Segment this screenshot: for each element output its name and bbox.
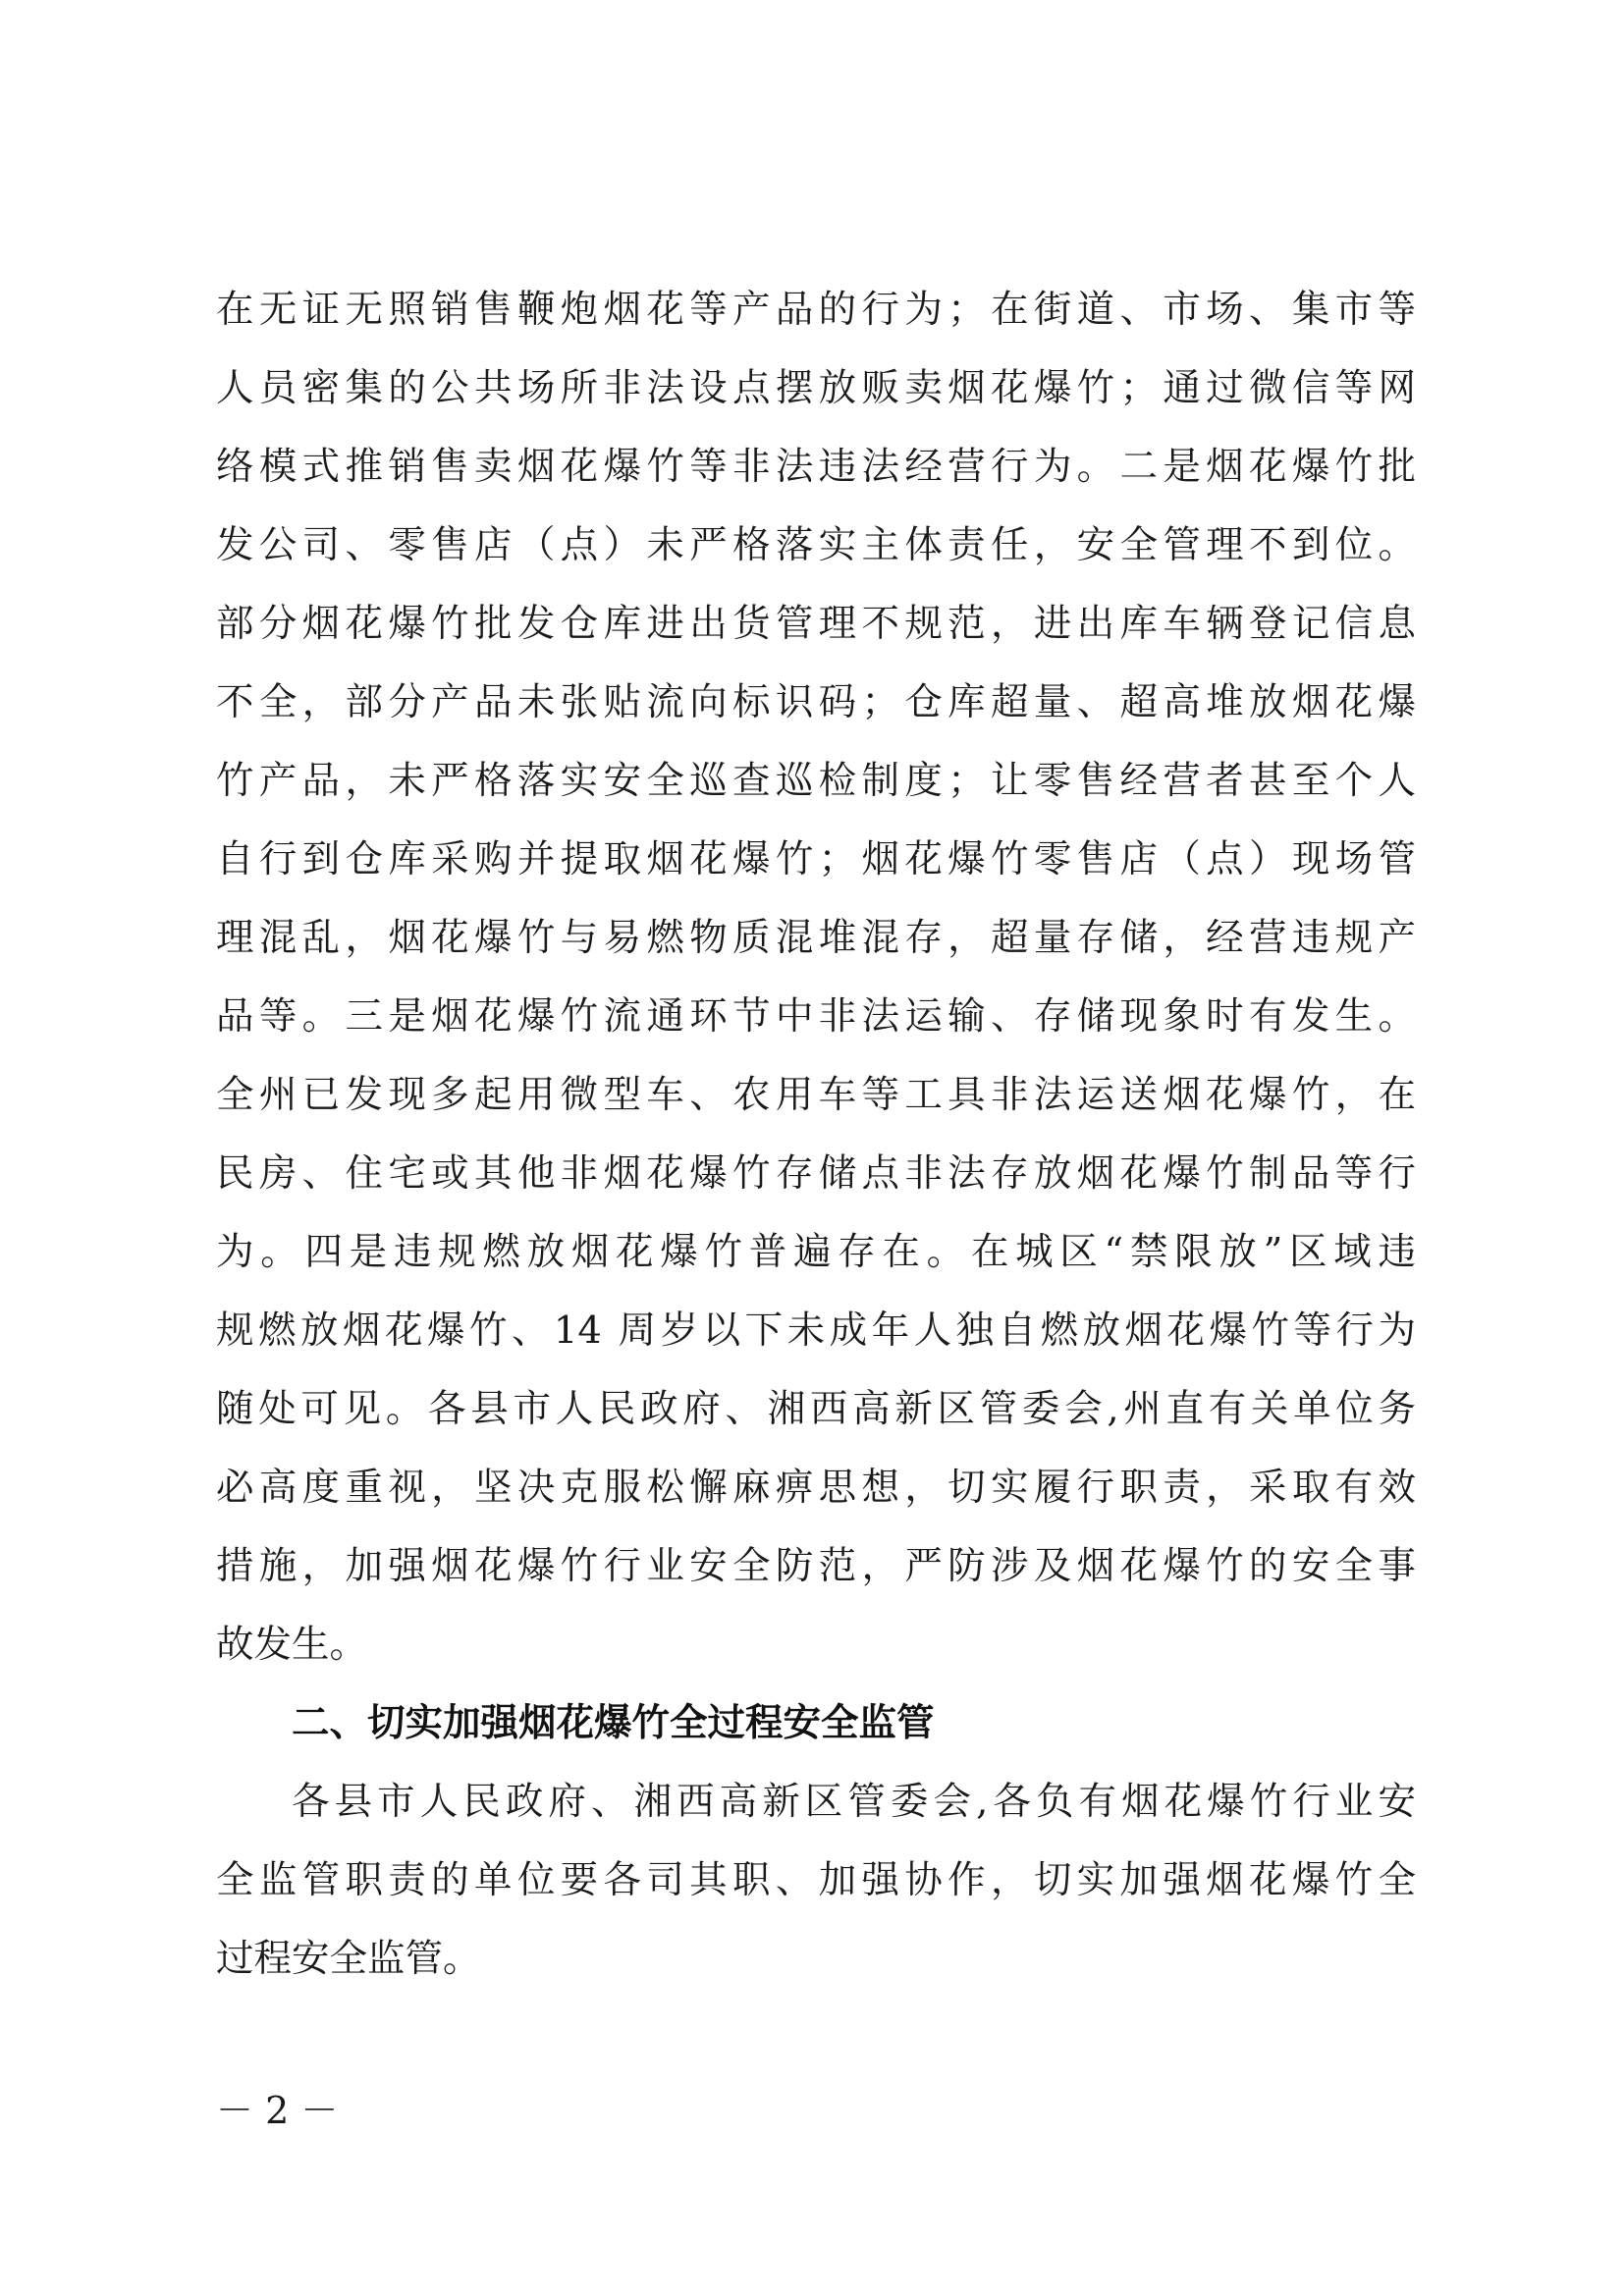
- text-line: 规燃放烟花爆竹、14 周岁以下未成年人独自燃放烟花爆竹等行为: [216, 1308, 1416, 1353]
- text-line: 部分烟花爆竹批发仓库进出货管理不规范，进出库车辆登记信息: [216, 602, 1416, 646]
- text-line: 不全，部分产品未张贴流向标识码；仓库超量、超高堆放烟花爆: [216, 680, 1416, 724]
- document-body: [216, 271, 1416, 1999]
- section-heading: 二、切实加强烟花爆竹全过程安全监管: [292, 1701, 935, 1745]
- text-line: 各县市人民政府、湘西高新区管委会,各负有烟花爆竹行业安: [292, 1780, 1416, 1824]
- text-line: 故发生。: [216, 1623, 368, 1667]
- text-line: 发公司、零售店（点）未严格落实主体责任，安全管理不到位。: [216, 523, 1416, 567]
- text-line: 措施，加强烟花爆竹行业安全防范，严防涉及烟花爆竹的安全事: [216, 1544, 1416, 1588]
- text-line: 自行到仓库采购并提取烟花爆竹；烟花爆竹零售店（点）现场管: [216, 837, 1416, 881]
- paragraph-1: [216, 271, 1416, 1684]
- text-line: 全监管职责的单位要各司其职、加强协作，切实加强烟花爆竹全: [216, 1858, 1416, 1902]
- paragraph-2: [216, 1763, 1416, 1999]
- text-line: 民房、住宅或其他非烟花爆竹存储点非法存放烟花爆竹制品等行: [216, 1151, 1416, 1196]
- text-line: 竹产品，未严格落实安全巡查巡检制度；让零售经营者甚至个人: [216, 759, 1416, 803]
- text-line: 过程安全监管。: [216, 1937, 481, 1981]
- text-line: 络模式推销售卖烟花爆竹等非法违法经营行为。二是烟花爆竹批: [216, 445, 1416, 489]
- text-line: 随处可见。各县市人民政府、湘西高新区管委会,州直有关单位务: [216, 1387, 1416, 1431]
- page-number: － 2 －: [216, 2089, 339, 2132]
- text-line: 为。四是违规燃放烟花爆竹普遍存在。在城区“禁限放”区域违: [216, 1230, 1416, 1274]
- text-line: 人员密集的公共场所非法设点摆放贩卖烟花爆竹；通过微信等网: [216, 366, 1416, 410]
- text-line: 必高度重视，坚决克服松懈麻痹思想，切实履行职责，采取有效: [216, 1466, 1416, 1510]
- text-line: 品等。三是烟花爆竹流通环节中非法运输、存储现象时有发生。: [216, 994, 1416, 1039]
- text-line: 在无证无照销售鞭炮烟花等产品的行为；在街道、市场、集市等: [216, 288, 1416, 332]
- text-line: 全州已发现多起用微型车、农用车等工具非法运送烟花爆竹，在: [216, 1073, 1416, 1117]
- text-line: 理混乱，烟花爆竹与易燃物质混堆混存，超量存储，经营违规产: [216, 916, 1416, 960]
